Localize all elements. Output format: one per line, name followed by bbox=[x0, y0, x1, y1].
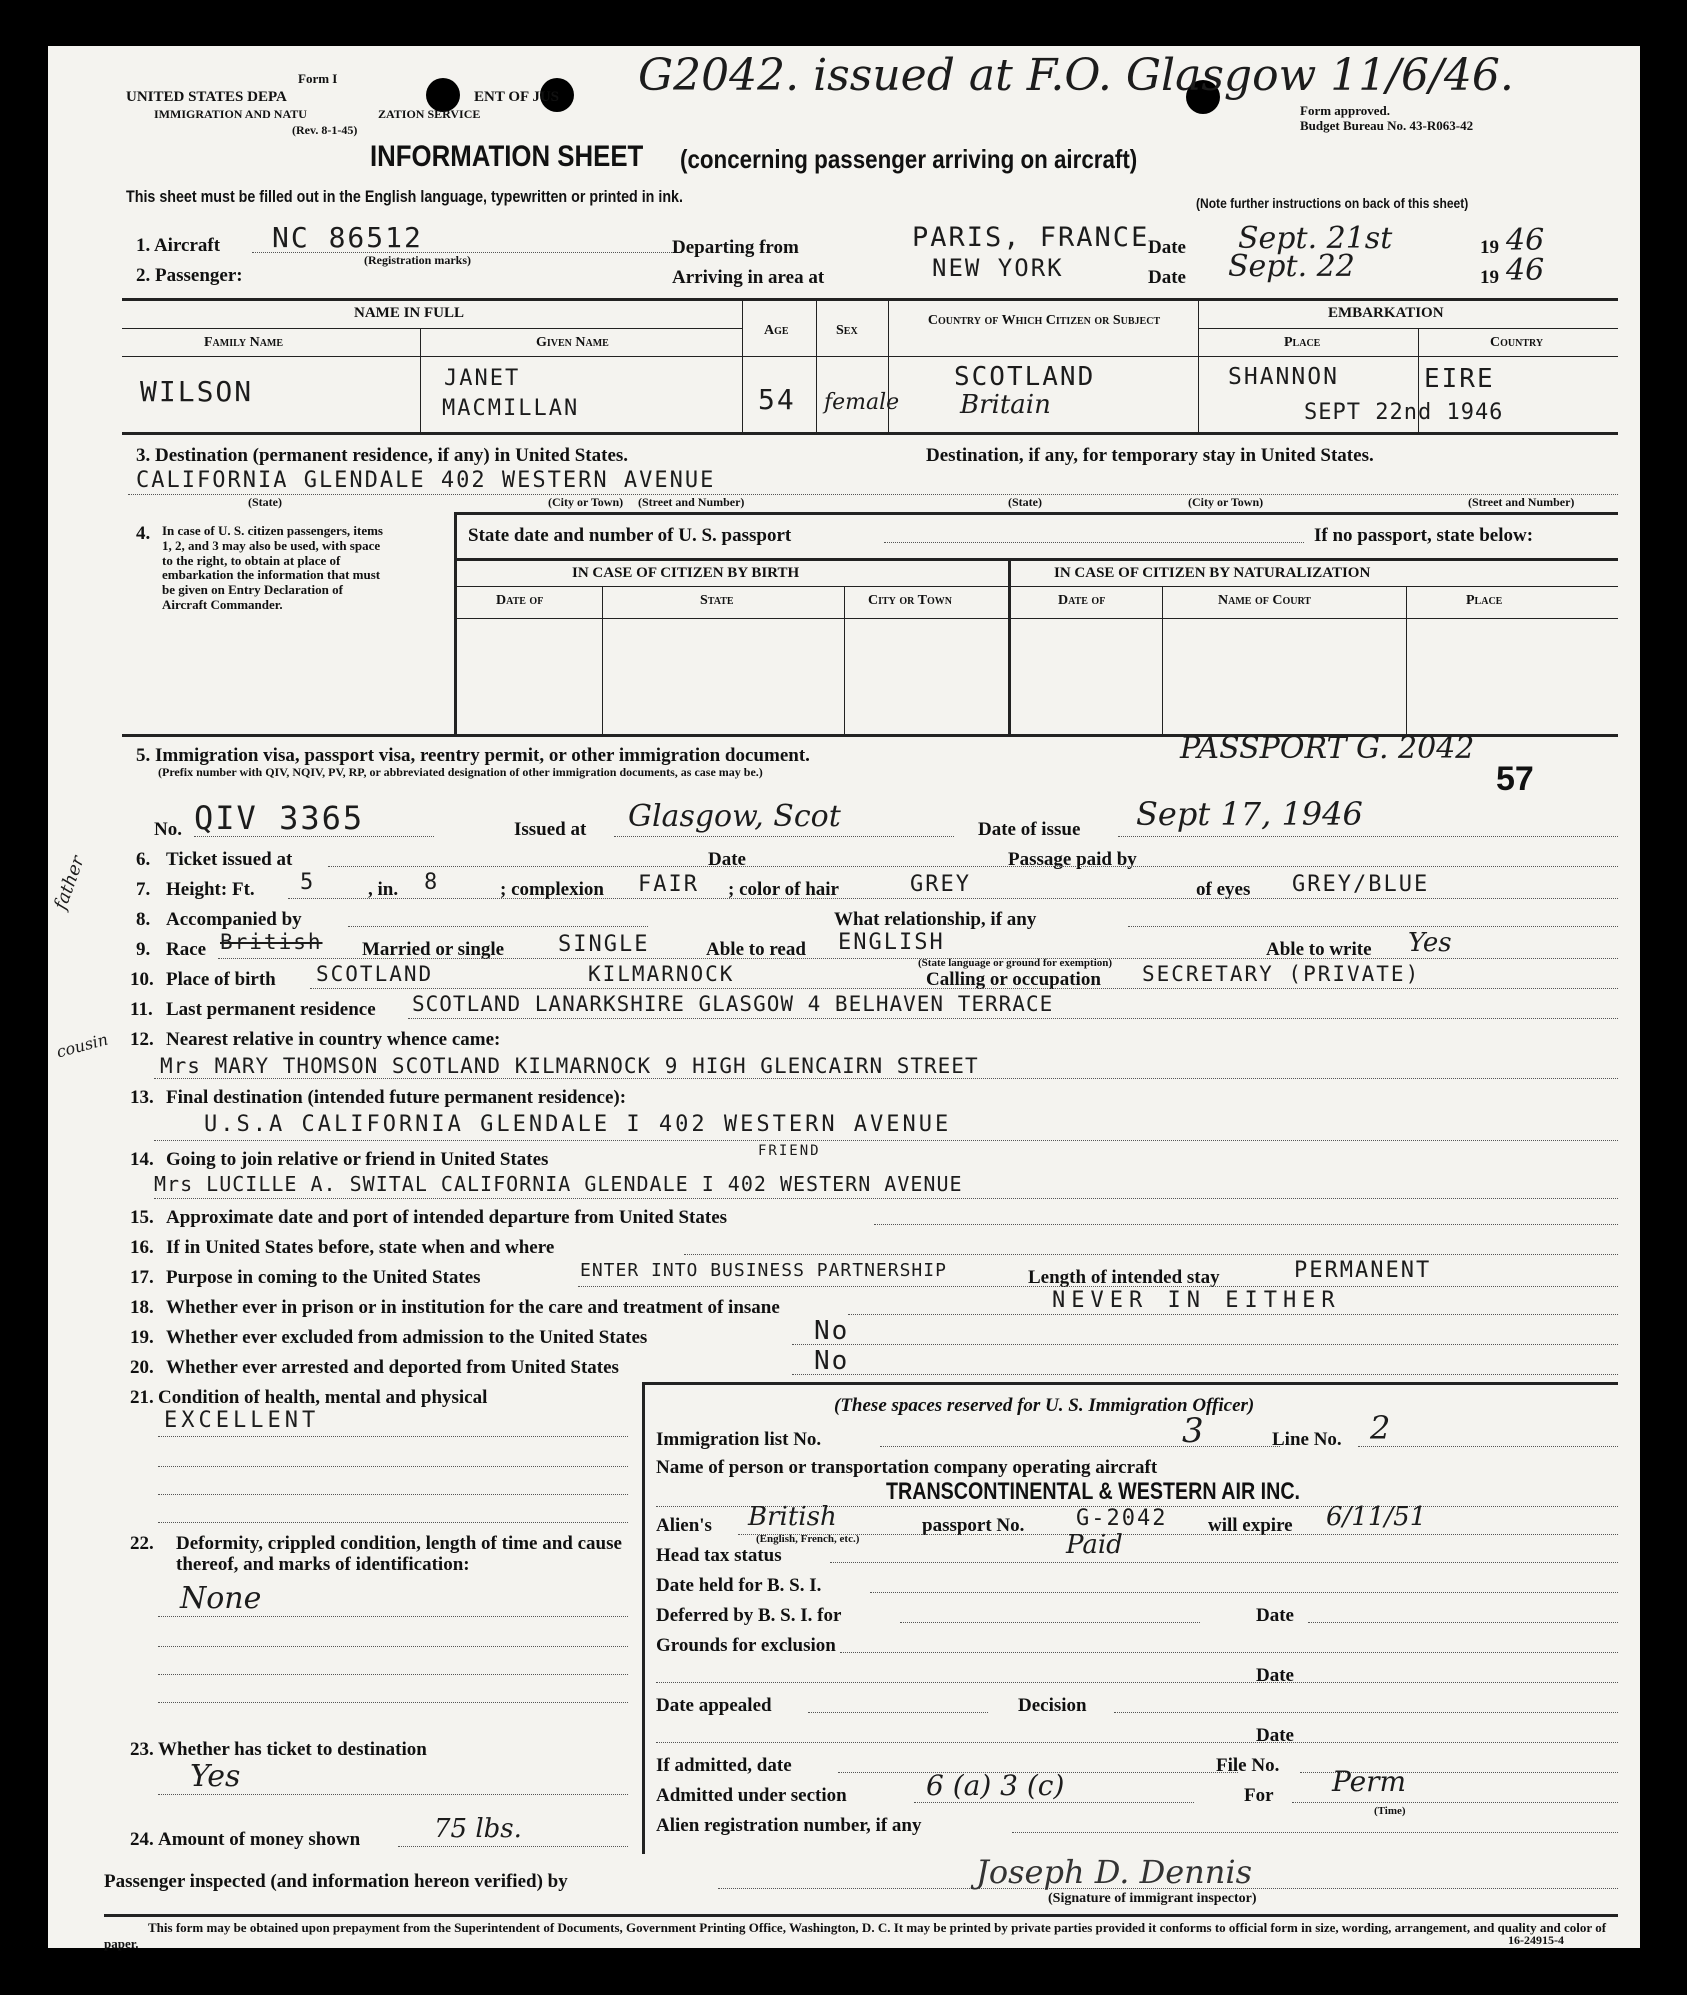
item-15-number: 15. bbox=[130, 1207, 154, 1228]
write-label: Able to write bbox=[1266, 939, 1372, 960]
form-sheet bbox=[48, 46, 1640, 1952]
visa-label: 5. Immigration visa, passport visa, reentry permit, or other immigration document. bbox=[136, 745, 810, 766]
item-18-number: 18. bbox=[130, 1297, 154, 1318]
given-name-header: Given Name bbox=[536, 335, 609, 350]
inspector-signature: Joseph D. Dennis bbox=[976, 1853, 1253, 1891]
visa-no-label: No. bbox=[154, 819, 182, 840]
item-21-number: 21. bbox=[130, 1387, 154, 1408]
excluded-label: Whether ever excluded from admission to the United States bbox=[166, 1327, 648, 1348]
line-no-label: Line No. bbox=[1272, 1429, 1342, 1450]
immigration-list-label: Immigration list No. bbox=[656, 1429, 822, 1450]
nearest-relative-value: Mrs MARY THOMSON SCOTLAND KILMARNOCK 9 HIGH GLENCAIRN STREET bbox=[160, 1054, 979, 1078]
departing-value: PARIS, FRANCE bbox=[912, 222, 1150, 253]
appealed-label: Date appealed bbox=[656, 1695, 772, 1716]
item-23-number: 23. bbox=[130, 1739, 154, 1760]
dest-street-caption: (Street and Number) bbox=[638, 495, 745, 509]
item-20-number: 20. bbox=[130, 1357, 154, 1378]
citizen-birth-header: IN CASE OF CITIZEN BY BIRTH bbox=[572, 565, 800, 581]
embark-place-value: SHANNON bbox=[1228, 364, 1339, 390]
last-residence-label: Last permanent residence bbox=[166, 999, 376, 1020]
embarkation-header: EMBARKATION bbox=[1328, 305, 1444, 321]
deferred-bsi-label: Deferred by B. S. I. for bbox=[656, 1605, 842, 1626]
sex-header: Sex bbox=[836, 323, 858, 338]
age-header: Age bbox=[764, 323, 789, 338]
nat-court-header: Name of Court bbox=[1218, 593, 1311, 608]
citizen-value-1: SCOTLAND bbox=[954, 362, 1096, 392]
eyes-value: GREY/BLUE bbox=[1292, 872, 1430, 897]
instruction-line: This sheet must be filled out in the English language, typewritten or printed in ink. bbox=[126, 187, 683, 206]
destination-label: 3. Destination (permanent residence, if any) in United States. bbox=[136, 445, 629, 466]
eyes-label: of eyes bbox=[1196, 879, 1251, 900]
passport-no-value: G-2042 bbox=[1076, 1506, 1168, 1531]
citizen-naturalization-header: IN CASE OF CITIZEN BY NATURALIZATION bbox=[1054, 565, 1371, 581]
no-passport-label: If no passport, state below: bbox=[1314, 525, 1534, 546]
signature-caption: (Signature of immigrant inspector) bbox=[1048, 1891, 1257, 1906]
dept-name-tail: ENT OF JUS bbox=[474, 89, 560, 105]
page-title: INFORMATION SHEET bbox=[370, 140, 644, 173]
height-label: Height: Ft. bbox=[166, 879, 255, 900]
aliens-value: British bbox=[748, 1502, 837, 1532]
purpose-value: ENTER INTO BUSINESS PARTNERSHIP bbox=[580, 1260, 947, 1281]
item-14-number: 14. bbox=[130, 1149, 154, 1170]
hair-label: ; color of hair bbox=[728, 879, 839, 900]
footer-fine-print: This form may be obtained upon prepayment from the Superintendent of Documents, Government Printing Office, Washington, D. C. It may be printed by private parties provided it conforms to official form in size, wording, arrangement, and quality and color of paper. bbox=[104, 1920, 1607, 1952]
accompanied-label: Accompanied by bbox=[166, 909, 302, 930]
departure-date-value: Sept. 21st bbox=[1238, 221, 1393, 256]
decision-date-label: Date bbox=[1256, 1725, 1294, 1746]
item-22-number: 22. bbox=[130, 1533, 154, 1554]
last-residence-value: SCOTLAND LANARKSHIRE GLASGOW 4 BELHAVEN TERRACE bbox=[412, 992, 1054, 1016]
height-in-value: 8 bbox=[424, 870, 440, 895]
item-17-number: 17. bbox=[130, 1267, 154, 1288]
birth-country-value: SCOTLAND bbox=[316, 962, 434, 986]
nat-place-header: Place bbox=[1466, 593, 1503, 608]
birth-city-header: City or Town bbox=[868, 593, 952, 608]
family-name-header: Family Name bbox=[204, 335, 284, 350]
passport-date-label: State date and number of U. S. passport bbox=[468, 525, 792, 546]
money-value: 75 lbs. bbox=[434, 1814, 522, 1844]
year-prefix-1: 19 bbox=[1480, 237, 1499, 258]
service-name-tail: ZATION SERVICE bbox=[378, 107, 481, 121]
expire-label: will expire bbox=[1208, 1515, 1293, 1536]
nationality-caption: (English, French, etc.) bbox=[756, 1533, 860, 1545]
arrival-date-label: Date bbox=[1148, 267, 1186, 288]
nearest-relative-label: Nearest relative in country whence came: bbox=[166, 1029, 501, 1050]
budget-number: Budget Bureau No. 43-R063-42 bbox=[1300, 118, 1474, 133]
birth-date-of-header: Date of bbox=[496, 593, 544, 608]
nat-date-of-header: Date of bbox=[1058, 593, 1106, 608]
page-subtitle: (concerning passenger arriving on aircraft) bbox=[680, 144, 1138, 174]
officer-section-title: (These spaces reserved for U. S. Immigration Officer) bbox=[834, 1395, 1255, 1416]
item-12-number: 12. bbox=[130, 1029, 154, 1050]
join-relative-value: Mrs LUCILLE A. SWITAL CALIFORNIA GLENDALE I 402 WESTERN AVENUE bbox=[154, 1172, 963, 1196]
occupation-label: Calling or occupation bbox=[926, 969, 1101, 990]
item-9-number: 9. bbox=[136, 939, 151, 960]
departure-plan-label: Approximate date and port of intended departure from United States bbox=[166, 1207, 728, 1228]
company-value: TRANSCONTINENTAL & WESTERN AIR INC. bbox=[886, 1478, 1301, 1505]
temp-street-caption: (Street and Number) bbox=[1468, 495, 1575, 509]
departure-date-label: Date bbox=[1148, 237, 1186, 258]
decision-label: Decision bbox=[1018, 1695, 1087, 1716]
purpose-label: Purpose in coming to the United States bbox=[166, 1267, 481, 1288]
stay-length-label: Length of intended stay bbox=[1028, 1267, 1220, 1288]
year-prefix-2: 19 bbox=[1480, 267, 1499, 288]
family-name-value: WILSON bbox=[140, 375, 254, 408]
complexion-value: FAIR bbox=[638, 872, 699, 897]
height-ft-value: 5 bbox=[300, 870, 316, 895]
passport-no-label: passport No. bbox=[922, 1515, 1025, 1536]
embark-country-value: EIRE bbox=[1424, 364, 1495, 394]
ticket-issued-label: Ticket issued at bbox=[166, 849, 293, 870]
visa-no-value: QIV 3365 bbox=[194, 799, 365, 837]
passage-paid-label: Passage paid by bbox=[1008, 849, 1137, 870]
item-13-number: 13. bbox=[130, 1087, 154, 1108]
item-8-number: 8. bbox=[136, 909, 151, 930]
friend-value: FRIEND bbox=[758, 1143, 821, 1159]
ticket-date-label: Date bbox=[708, 849, 746, 870]
birth-town-value: KILMARNOCK bbox=[588, 962, 735, 986]
relationship-label: What relationship, if any bbox=[834, 909, 1037, 930]
visa-doi-label: Date of issue bbox=[978, 819, 1081, 840]
deformity-value: None bbox=[180, 1581, 262, 1616]
aircraft-label: 1. Aircraft bbox=[136, 235, 221, 256]
temp-destination-label: Destination, if any, for temporary stay in United States. bbox=[926, 445, 1374, 466]
item-4-number: 4. bbox=[136, 523, 151, 544]
previous-visit-label: If in United States before, state when and where bbox=[166, 1237, 555, 1258]
hair-value: GREY bbox=[910, 872, 971, 897]
embark-place-header: Place bbox=[1284, 335, 1321, 350]
item-10-number: 10. bbox=[130, 969, 154, 990]
form-approved: Form approved. bbox=[1300, 103, 1391, 118]
item-6-number: 6. bbox=[136, 849, 151, 870]
visa-issued-value: Glasgow, Scot bbox=[628, 799, 841, 834]
health-label: Condition of health, mental and physical bbox=[158, 1387, 488, 1408]
item-24-number: 24. bbox=[130, 1829, 154, 1850]
head-tax-label: Head tax status bbox=[656, 1545, 782, 1566]
sex-value: female bbox=[824, 390, 900, 415]
item-7-number: 7. bbox=[136, 879, 151, 900]
service-name: IMMIGRATION AND NATU bbox=[154, 107, 307, 121]
margin-note-father: father bbox=[50, 853, 89, 913]
write-value: Yes bbox=[1408, 928, 1452, 958]
margin-note-cousin: cousin bbox=[54, 1029, 110, 1062]
birth-state-header: State bbox=[700, 593, 734, 608]
arriving-label: Arriving in area at bbox=[672, 267, 825, 288]
line-no-value: 2 bbox=[1370, 1409, 1391, 1447]
deformity-label: Deformity, crippled condition, length of time and cause thereof, and marks of identification: bbox=[176, 1533, 622, 1575]
marital-value: SINGLE bbox=[558, 932, 650, 957]
embark-date-value: SEPT 22nd 1946 bbox=[1304, 400, 1504, 425]
file-no-label: File No. bbox=[1216, 1755, 1280, 1776]
visa-doi-value: Sept 17, 1946 bbox=[1136, 795, 1363, 833]
read-value: ENGLISH bbox=[838, 930, 945, 955]
arriving-value: NEW YORK bbox=[932, 254, 1064, 282]
name-in-full-header: NAME IN FULL bbox=[354, 305, 465, 321]
departing-label: Departing from bbox=[672, 237, 799, 258]
marital-label: Married or single bbox=[362, 939, 505, 960]
join-relative-label: Going to join relative or friend in United States bbox=[166, 1149, 549, 1170]
read-sub-caption: (State language or ground for exemption) bbox=[918, 957, 1113, 969]
dest-city-caption: (City or Town) bbox=[548, 495, 624, 509]
back-note: (Note further instructions on back of this sheet) bbox=[1196, 195, 1469, 211]
temp-state-caption: (State) bbox=[1008, 495, 1042, 509]
arrival-year-value: 46 bbox=[1506, 253, 1545, 288]
immigration-list-value: 3 bbox=[1182, 1411, 1204, 1451]
age-value: 54 bbox=[758, 383, 796, 416]
birthplace-label: Place of birth bbox=[166, 969, 276, 990]
form-label: Form I bbox=[298, 71, 338, 86]
admitted-date-label: If admitted, date bbox=[656, 1755, 792, 1776]
deported-value: No bbox=[814, 1346, 850, 1376]
item-4-note: In case of U. S. citizen passengers, items 1, 2, and 3 may also be used, with space to the right, to obtain at place of embarkation the information that must be given on Entry Declaration of Aircraft Commander. bbox=[162, 523, 383, 613]
prison-label: Whether ever in prison or in institution for the care and treatment of insane bbox=[166, 1297, 780, 1318]
prison-value: NEVER IN EITHER bbox=[1052, 1288, 1341, 1313]
money-label: Amount of money shown bbox=[158, 1829, 361, 1850]
stamp-number: 57 bbox=[1496, 760, 1534, 798]
stay-length-value: PERMANENT bbox=[1294, 1258, 1432, 1283]
given-name-value-2: MACMILLAN bbox=[442, 396, 580, 421]
handwritten-issue-note: G2042. issued at F.O. Glasgow 11/6/46. bbox=[638, 50, 1514, 101]
form-revision: (Rev. 8-1-45) bbox=[292, 123, 358, 137]
given-name-value-1: JANET bbox=[444, 366, 521, 391]
embark-country-header: Country bbox=[1490, 335, 1544, 350]
temp-city-caption: (City or Town) bbox=[1188, 495, 1264, 509]
occupation-value: SECRETARY (PRIVATE) bbox=[1142, 962, 1421, 986]
complexion-label: ; complexion bbox=[500, 879, 604, 900]
final-destination-value: U.S.A CALIFORNIA GLENDALE I 402 WESTERN AVENUE bbox=[204, 1112, 952, 1137]
alien-registration-label: Alien registration number, if any bbox=[656, 1815, 922, 1836]
aliens-label: Alien's bbox=[656, 1515, 712, 1536]
passenger-label: 2. Passenger: bbox=[136, 265, 243, 286]
for-label: For bbox=[1244, 1785, 1274, 1806]
for-value: Perm bbox=[1332, 1765, 1407, 1798]
passport-handwritten: PASSPORT G. 2042 bbox=[1180, 731, 1475, 766]
dept-name: UNITED STATES DEPA bbox=[126, 89, 287, 105]
grounds-label: Grounds for exclusion bbox=[656, 1635, 836, 1656]
deported-label: Whether ever arrested and deported from United States bbox=[166, 1357, 619, 1378]
section-label: Admitted under section bbox=[656, 1785, 847, 1806]
section-value: 6 (a) 3 (c) bbox=[926, 1769, 1065, 1802]
departure-year-value: 46 bbox=[1506, 223, 1545, 258]
registration-marks-caption: (Registration marks) bbox=[364, 253, 471, 267]
visa-sublabel: (Prefix number with QIV, NQIV, PV, RP, or abbreviated designation of other immigration documents, as case may be.) bbox=[158, 765, 763, 779]
citizen-value-2: Britain bbox=[960, 390, 1051, 420]
inspected-label: Passenger inspected (and information hereon verified) by bbox=[104, 1871, 568, 1892]
held-bsi-label: Date held for B. S. I. bbox=[656, 1575, 822, 1596]
height-in-label: , in. bbox=[368, 879, 399, 900]
health-value: EXCELLENT bbox=[164, 1408, 320, 1433]
item-19-number: 19. bbox=[130, 1327, 154, 1348]
company-label: Name of person or transportation company operating aircraft bbox=[656, 1457, 1158, 1478]
item-11-number: 11. bbox=[130, 999, 153, 1020]
form-code: 16-24915-4 bbox=[1508, 1933, 1564, 1947]
deferred-date-label: Date bbox=[1256, 1605, 1294, 1626]
dest-state-caption: (State) bbox=[248, 495, 282, 509]
time-caption: (Time) bbox=[1374, 1805, 1406, 1817]
expire-value: 6/11/51 bbox=[1326, 1502, 1427, 1532]
grounds-date-label: Date bbox=[1256, 1665, 1294, 1686]
aircraft-value: NC 86512 bbox=[272, 221, 423, 254]
item-16-number: 16. bbox=[130, 1237, 154, 1258]
citizen-country-header: Country of Which Citizen or Subject bbox=[927, 313, 1161, 328]
ticket-destination-label: Whether has ticket to destination bbox=[158, 1739, 427, 1760]
read-label: Able to read bbox=[706, 939, 806, 960]
visa-issued-label: Issued at bbox=[514, 819, 587, 840]
final-destination-label: Final destination (intended future permanent residence): bbox=[166, 1087, 627, 1108]
ticket-destination-value: Yes bbox=[190, 1759, 241, 1794]
head-tax-value: Paid bbox=[1066, 1530, 1123, 1560]
arrival-date-value: Sept. 22 bbox=[1228, 249, 1355, 284]
race-value: British bbox=[220, 930, 323, 954]
destination-value: CALIFORNIA GLENDALE 402 WESTERN AVENUE bbox=[136, 468, 716, 493]
excluded-value: No bbox=[814, 1316, 850, 1346]
race-label: Race bbox=[166, 939, 207, 960]
